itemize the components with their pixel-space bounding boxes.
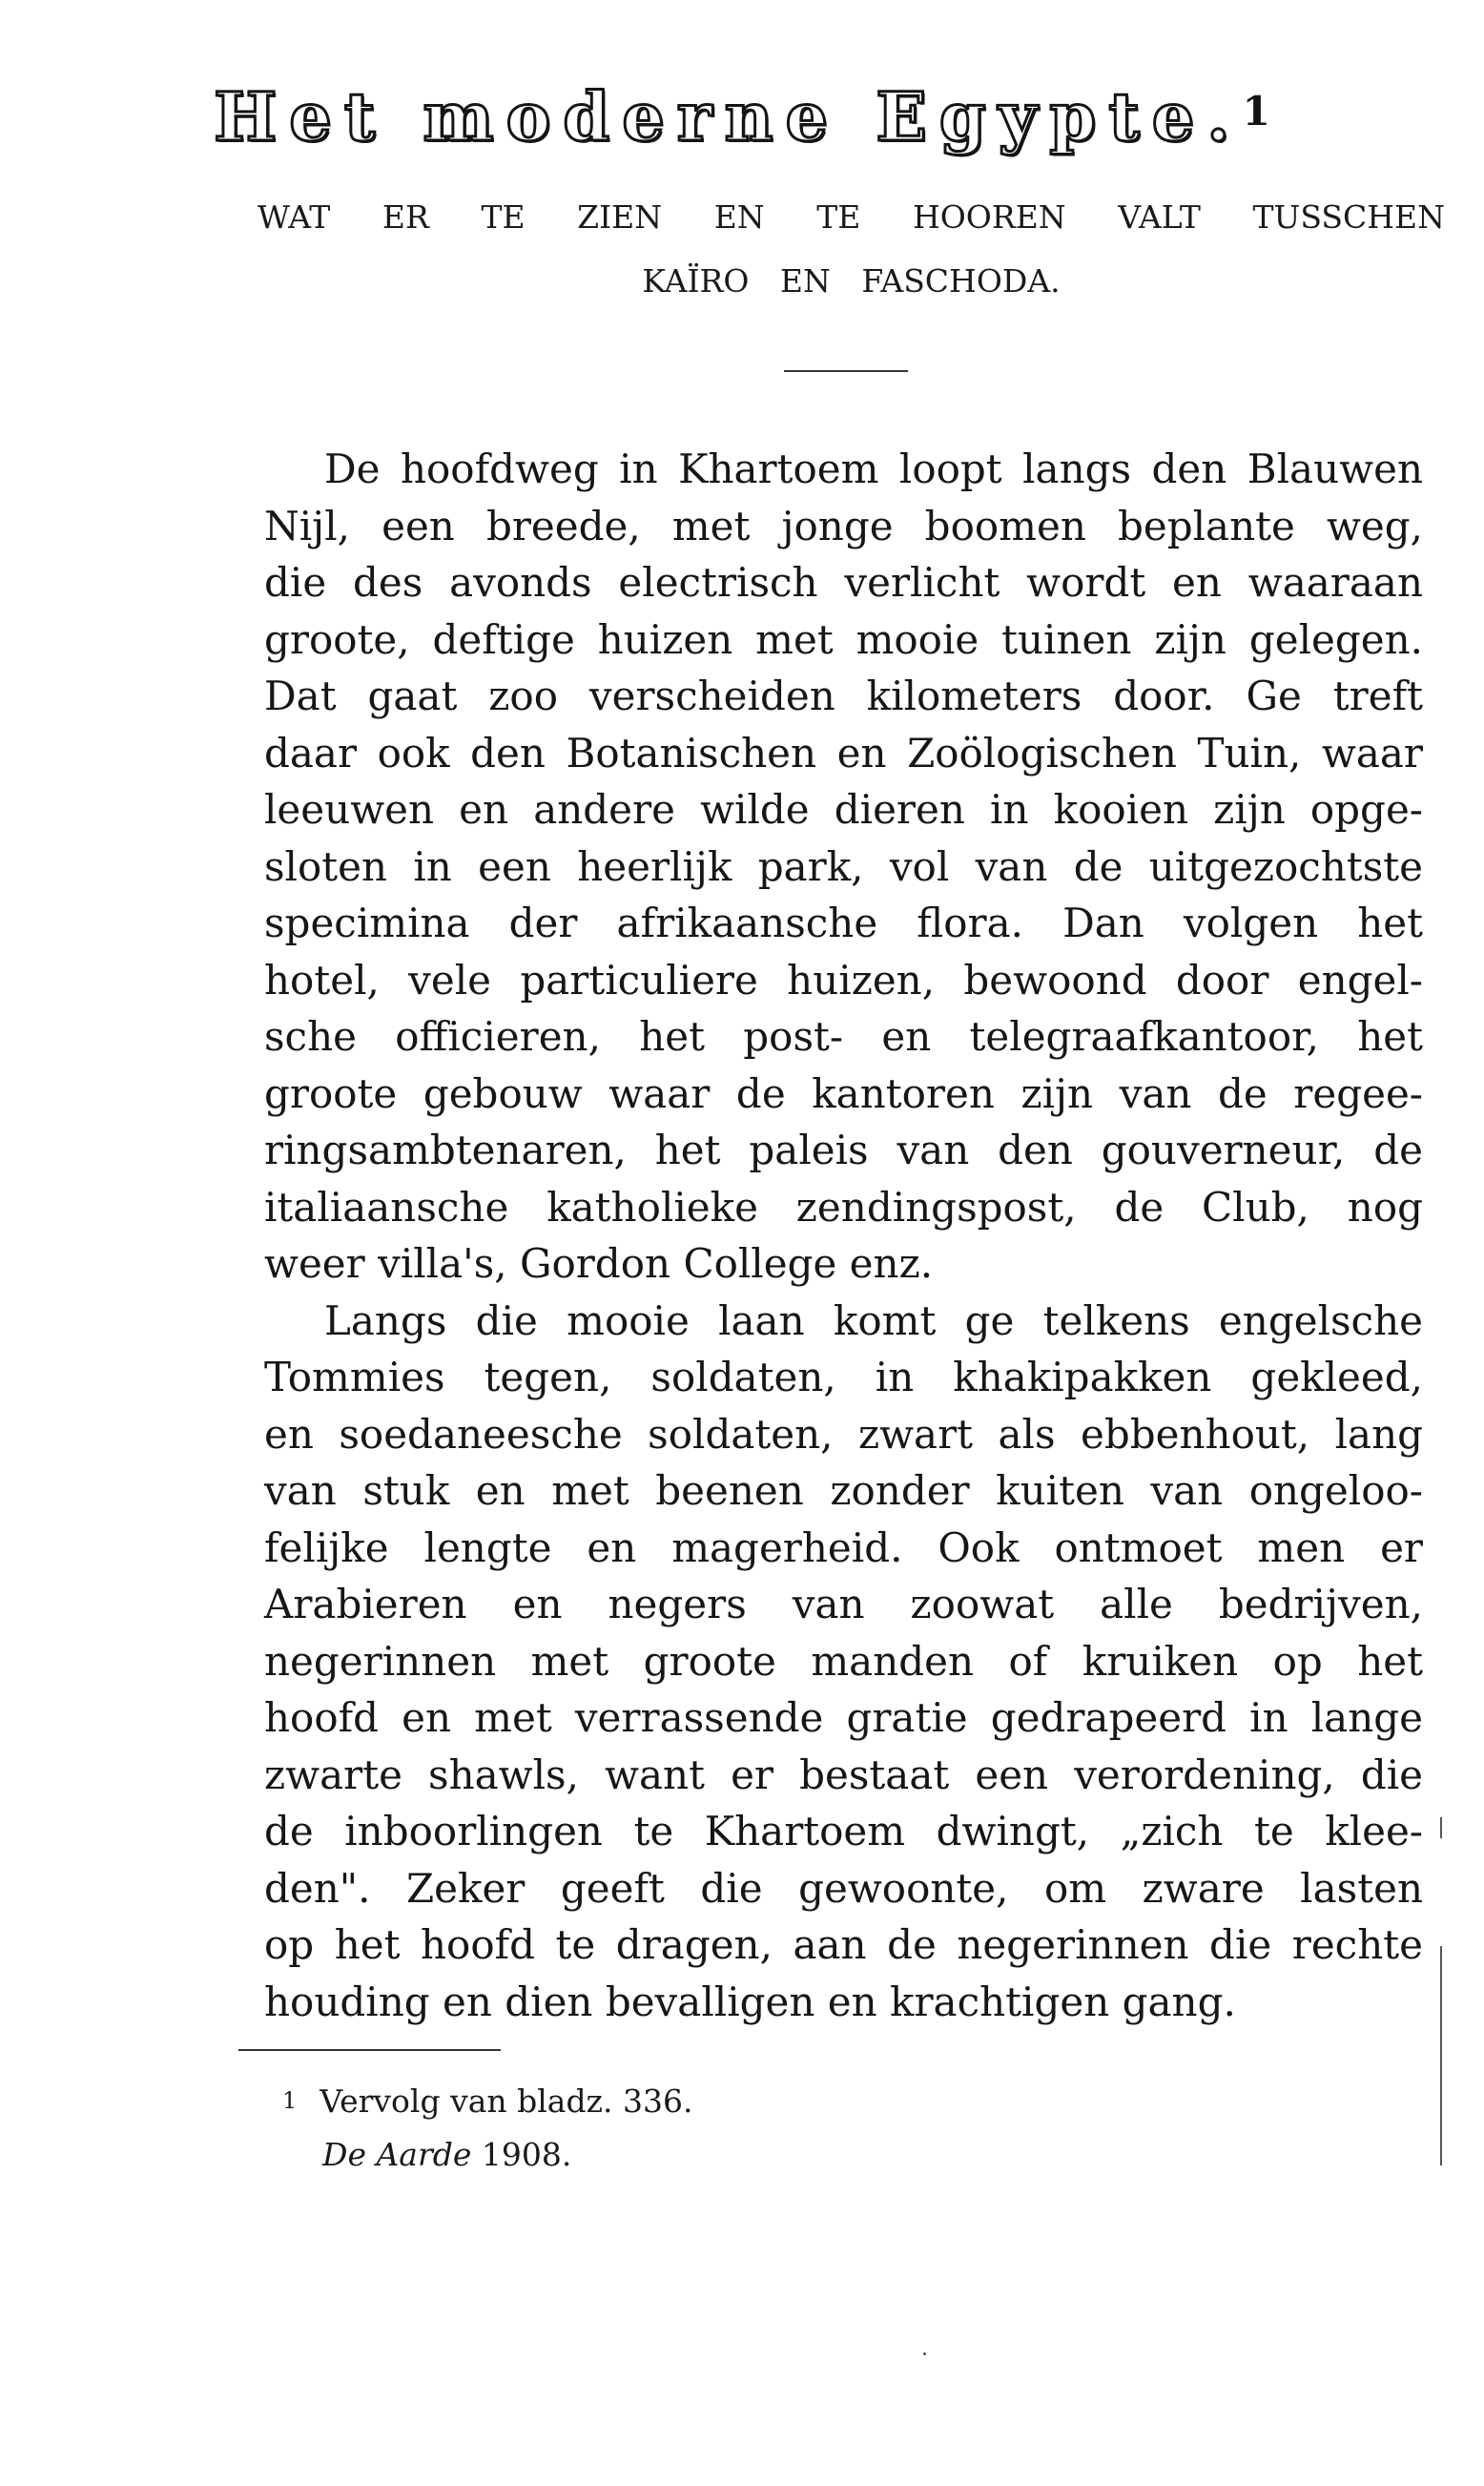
- text-line: daar ook den Botanischen en Zoölogischen Tuin, waar: [264, 729, 1423, 777]
- scan-speck: [923, 2352, 926, 2355]
- footnote-text: Vervolg van bladz. 336.: [319, 2082, 693, 2120]
- article-body: [264, 441, 1423, 2030]
- text-line: De hoofdweg in Khartoem loopt langs den Blauwen: [324, 445, 1423, 492]
- text-line: ringsambtenaren, het paleis van den gouverneur, de: [264, 1127, 1423, 1173]
- text-line: hotel, vele particuliere huizen, bewoond door engel-: [264, 956, 1423, 1004]
- footnote-source-title: De Aarde: [322, 2136, 472, 2173]
- page-title-text: Het moderne Egypte.: [214, 77, 1243, 156]
- title-footnote-marker: 1: [1242, 88, 1270, 135]
- text-line: de inboorlingen te Khartoem dwingt, „zich te klee-: [264, 1808, 1423, 1854]
- text-line: houding en dien bevalligen en krachtigen gang.: [264, 1978, 1236, 2025]
- paragraph-2: [264, 1293, 1423, 2031]
- text-line: specimina der afrikaansche flora. Dan volgen het: [264, 900, 1423, 946]
- text-line: den". Zeker geeft die gewoonte, om zware lasten: [264, 1864, 1423, 1912]
- text-line: Arabieren en negers van zoowat alle bedrijven,: [264, 1581, 1423, 1627]
- subtitle-line-1: WAT ER TE ZIEN EN TE HOOREN VALT TUSSCHEN: [258, 198, 1445, 236]
- text-line: en soedaneesche soldaten, zwart als ebbenhout, lang: [264, 1410, 1423, 1458]
- footnote-source-year: 1908.: [481, 2136, 572, 2173]
- text-line: groote gebouw waar de kantoren zijn van de regee-: [264, 1069, 1423, 1117]
- text-line: op het hoofd te dragen, aan de negerinnen die rechte: [264, 1921, 1423, 1968]
- text-line: Dat gaat zoo verscheiden kilometers door. Ge treft: [264, 673, 1423, 719]
- text-line: die des avonds electrisch verlicht wordt en waaraan: [264, 559, 1423, 606]
- section-divider: [784, 370, 908, 372]
- text-line: italiaansche katholieke zendingspost, de Club, nog: [264, 1183, 1423, 1231]
- text-line: Nijl, een breede, met jonge boomen beplante weg,: [264, 502, 1423, 549]
- text-line: felijke lengte en magerheid. Ook ontmoet men er: [264, 1523, 1423, 1571]
- text-line: leeuwen en andere wilde dieren in kooien zijn opge-: [264, 786, 1423, 833]
- text-line: sche officieren, het post- en telegraafkantoor, het: [264, 1013, 1423, 1060]
- footnote-marker: 1: [282, 2087, 298, 2114]
- subtitle-line-2: KAÏRO EN FASCHODA.: [642, 262, 1061, 300]
- text-line: sloten in een heerlijk park, vol van de uitgezochtste: [264, 842, 1423, 890]
- scan-edge-mark: [1440, 1946, 1442, 2165]
- footnote-source: [322, 2133, 571, 2176]
- page-title: [0, 74, 1484, 160]
- text-line: Langs die mooie laan komt ge telkens engelsche: [324, 1296, 1423, 1344]
- text-line: groote, deftige huizen met mooie tuinen zijn gelegen.: [264, 615, 1423, 663]
- text-line: van stuk en met beenen zonder kuiten van ongeloo-: [264, 1467, 1423, 1514]
- text-line: weer villa's, Gordon College enz.: [264, 1240, 934, 1287]
- text-line: hoofd en met verrassende gratie gedrapeerd in lange: [264, 1694, 1423, 1741]
- footnote-divider: [238, 2049, 501, 2051]
- text-line: zwarte shawls, want er bestaat een verordening, die: [264, 1751, 1423, 1798]
- scan-edge-mark: [1440, 1817, 1442, 1838]
- text-line: Tommies tegen, soldaten, in khakipakken gekleed,: [264, 1354, 1423, 1400]
- paragraph-1: [264, 441, 1423, 1293]
- footnote: [282, 2080, 692, 2123]
- text-line: negerinnen met groote manden of kruiken op het: [264, 1637, 1423, 1685]
